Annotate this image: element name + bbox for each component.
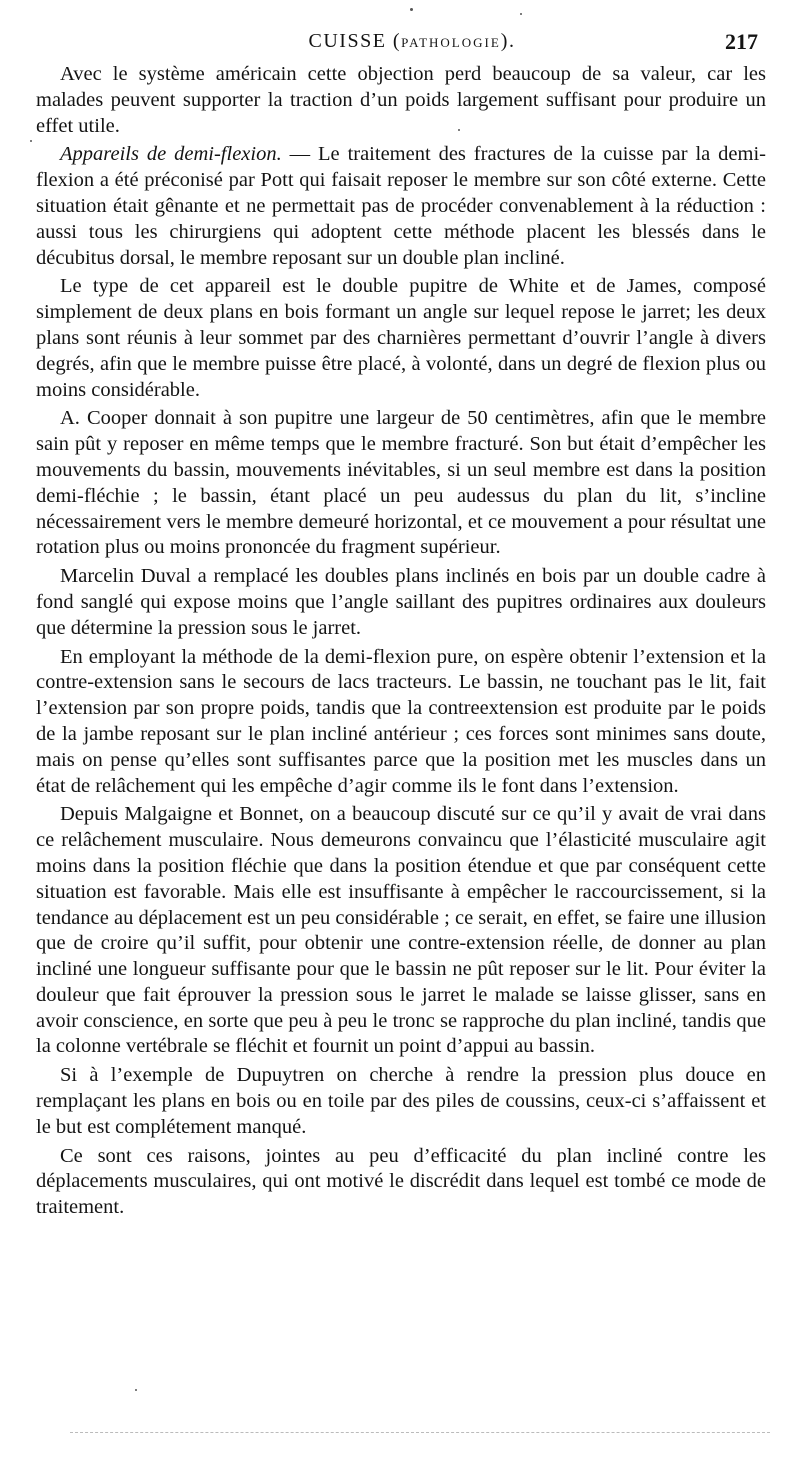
paragraph-4: A. Cooper donnait à son pupitre une largeur de 50 centimètres, afin que le membre sain pût y reposer en même temps que le membre fracturé. Son but était d’empêcher les mouvements du bassin, mouvements inévitables, si un seul membre est dans la position demi-fléchie ; le bassin, étant placé un peu audessus du plan du lit, s’incline nécessairement vers le membre demeuré horizontal, et ce mouvement a pour résultat une rotation plus ou moins prononcée du fragment supérieur. [36,407,766,559]
running-title-main: CUISSE ( [308,30,402,52]
paragraph-2-text: — Le traitement des fractures de la cuisse par la demi-flexion a été préconisé par Pott qui faisait reposer le membre sur son côté externe. Cette situation était gênante et ne permettait pas de procéder convenablement à la réduction : aussi tous les chirurgiens qui adoptent cette méthode placent les blessés dans le décubitus dorsal, le membre reposant sur un double plan incliné. [36,143,766,269]
paragraph-3: Le type de cet appareil est le double pupitre de White et de James, composé simplement de deux plans en bois formant un angle sur lequel repose le jarret; les deux plans sont réunis à leur sommet par des charnières permettant d’ouvrir l’angle à divers degrés, afin que le membre puisse être placé, à volonté, dans un degré de flexion plus ou moins considérable. [36,275,766,401]
paragraph-6: En employant la méthode de la demi-flexion pure, on espère obtenir l’extension et la contre-extension sans le secours de lacs tracteurs. Le bassin, ne touchant pas le lit, fait l’extension par son propre poids, tandis que la contreextension est produite par le poids de la jambe reposant sur le plan incliné antérieur ; ces forces sont minimes sans doute, mais on pense qu’elles sont suffisantes parce que la position met les muscles dans un état de relâchement qui les empêche d’agir comme ils le font dans l’extension. [36,645,766,797]
running-title-end: ). [500,30,516,52]
page-number: 217 [725,29,758,54]
ink-speck [458,129,460,131]
paragraph-9: Ce sont ces raisons, jointes au peu d’efficacité du plan incliné contre les déplacements musculaires, qui ont motivé le discrédit dans lequel est tombé ce mode de traitement. [36,1144,766,1219]
paragraph-1: Avec le système américain cette objection perd beaucoup de sa valeur, car les malades peuvent supporter la traction d’un poids largement suffisant pour produire un effet utile. [36,63,766,137]
ink-speck [410,8,413,11]
paragraph-8: Si à l’exemple de Dupuytren on cherche à rendre la pression plus douce en remplaçant les plans en bois ou en toile par des piles de coussins, ceux-ci s’affaissent et le but est complétement manqué. [36,1064,766,1138]
running-title [60,30,764,53]
running-title-subject: PATHOLOGIE [401,35,501,50]
ink-speck [135,1389,137,1391]
ink-speck [520,13,522,15]
bottom-bleed-rule [70,1432,770,1433]
ink-speck [30,140,32,142]
text-body [36,62,766,1224]
paragraph-5: Marcelin Duval a remplacé les doubles plans inclinés en bois par un double cadre à fond sanglé qui expose moins que l’angle saillant des pupitres ordinaires aux douleurs que détermine la pression sous le jarret. [36,565,766,639]
paragraph-2 [36,142,766,271]
section-heading-demi-flexion: Appareils de demi-flexion. [60,143,282,166]
running-head [60,30,764,58]
paragraph-7: Depuis Malgaigne et Bonnet, on a beaucoup discuté sur ce qu’il y avait de vrai dans ce relâchement musculaire. Nous demeurons convaincu que l’élasticité musculaire agit moins dans la position fléchie que dans la position étendue et que par conséquent cette situation est favorable. Mais elle est insuffisante à empêcher le raccourcissement, si la tendance au déplacement est un peu considérable ; ce serait, en effet, se faire une illusion que de croire qu’il suffit, pour obtenir une contre-extension réelle, de donner au plan incliné une longueur suffisante pour que le bassin ne pût reposer sur le lit. Pour éviter la douleur que fait éprouver la pression sous le jarret le malade se laisse glisser, sans en avoir conscience, en sorte que peu à peu le tronc se rapproche du plan incliné, tandis que la colonne vertébrale se fléchit et fournit un point d’appui au bassin. [36,803,766,1058]
